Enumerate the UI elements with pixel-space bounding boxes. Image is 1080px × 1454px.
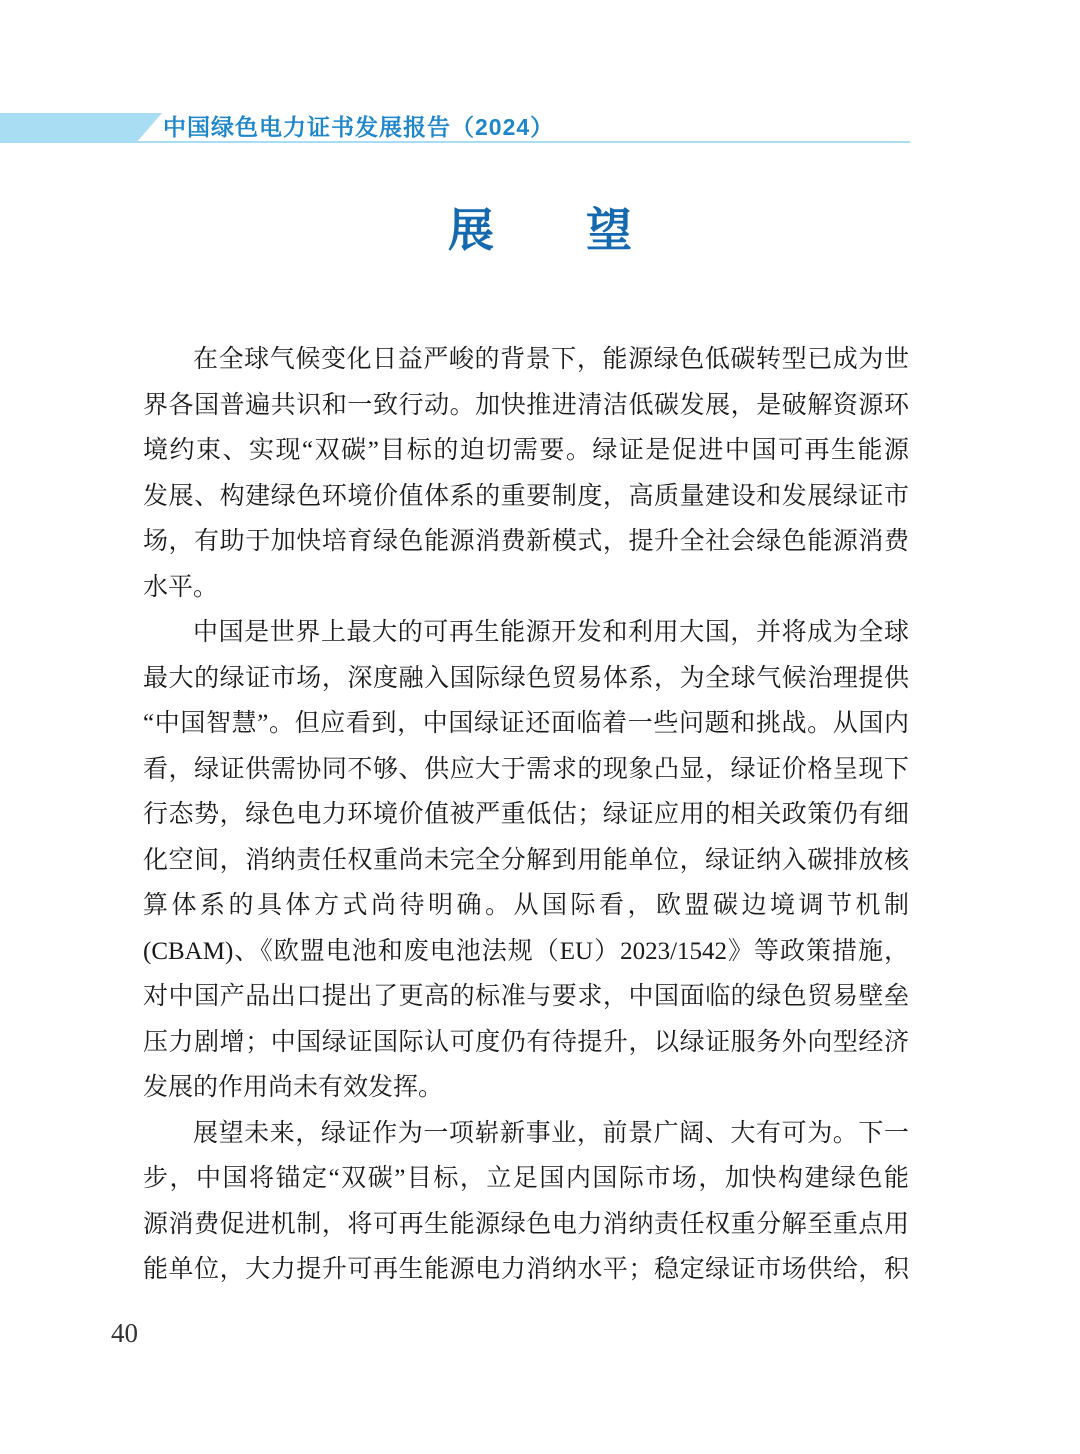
- text-line: “中国智慧”。但应看到，中国绿证还面临着一些问题和挑战。从国内: [143, 710, 909, 737]
- text-line: 压力剧增；中国绿证国际认可度仍有待提升，以绿证服务外向型经济: [143, 1028, 909, 1056]
- text-line: 最大的绿证市场，深度融入国际绿色贸易体系，为全球气候治理提供: [143, 664, 909, 692]
- header-rule: [0, 141, 910, 143]
- paragraph: [143, 1111, 909, 1293]
- text-line: 水平。: [143, 573, 219, 601]
- header-band-shape: [0, 113, 162, 143]
- report-title: 中国绿色电力证书发展报告（2024）: [163, 114, 555, 140]
- body-text: [143, 337, 909, 1293]
- page-number: 40: [111, 1318, 138, 1348]
- text-line: 步，中国将锚定“双碳”目标，立足国内国际市场，加快构建绿色能: [143, 1165, 909, 1192]
- text-line: 在全球气候变化日益严峻的背景下，能源绿色低碳转型已成为世: [193, 346, 909, 373]
- text-line: 场，有助于加快培育绿色能源消费新模式，提升全社会绿色能源消费: [143, 528, 909, 555]
- text-line: (CBAM)、《欧盟电池和废电池法规（EU）2023/1542》等政策措施，: [143, 937, 909, 965]
- text-line: 源消费促进机制，将可再生能源绿色电力消纳责任权重分解至重点用: [143, 1210, 909, 1238]
- paragraph: [143, 337, 909, 610]
- text-line: 展望未来，绿证作为一项崭新事业，前景广阔、大有可为。下一: [193, 1119, 909, 1147]
- text-line: 中国是世界上最大的可再生能源开发和利用大国，并将成为全球: [193, 619, 909, 646]
- text-line: 看，绿证供需协同不够、供应大于需求的现象凸显，绿证价格呈现下: [143, 755, 909, 783]
- text-line: 对中国产品出口提出了更高的标准与要求，中国面临的绿色贸易壁垒: [143, 983, 909, 1010]
- text-line: 能单位，大力提升可再生能源电力消纳水平；稳定绿证市场供给，积: [143, 1256, 909, 1283]
- text-line: 境约束、实现“双碳”目标的迫切需要。绿证是促进中国可再生能源: [143, 437, 909, 464]
- text-line: 发展的作用尚未有效发挥。: [143, 1074, 444, 1101]
- paragraph: [143, 610, 909, 1111]
- text-line: 算体系的具体方式尚待明确。从国际看，欧盟碳边境调节机制: [143, 892, 909, 919]
- text-line: 行态势，绿色电力环境价值被严重低估；绿证应用的相关政策仍有细: [143, 801, 909, 828]
- text-line: 界各国普遍共识和一致行动。加快推进清洁低碳发展，是破解资源环: [143, 391, 909, 419]
- text-line: 发展、构建绿色环境价值体系的重要制度，高质量建设和发展绿证市: [143, 482, 909, 510]
- text-line: 化空间，消纳责任权重尚未完全分解到用能单位，绿证纳入碳排放核: [143, 846, 909, 874]
- page-title: 展 望: [448, 204, 632, 256]
